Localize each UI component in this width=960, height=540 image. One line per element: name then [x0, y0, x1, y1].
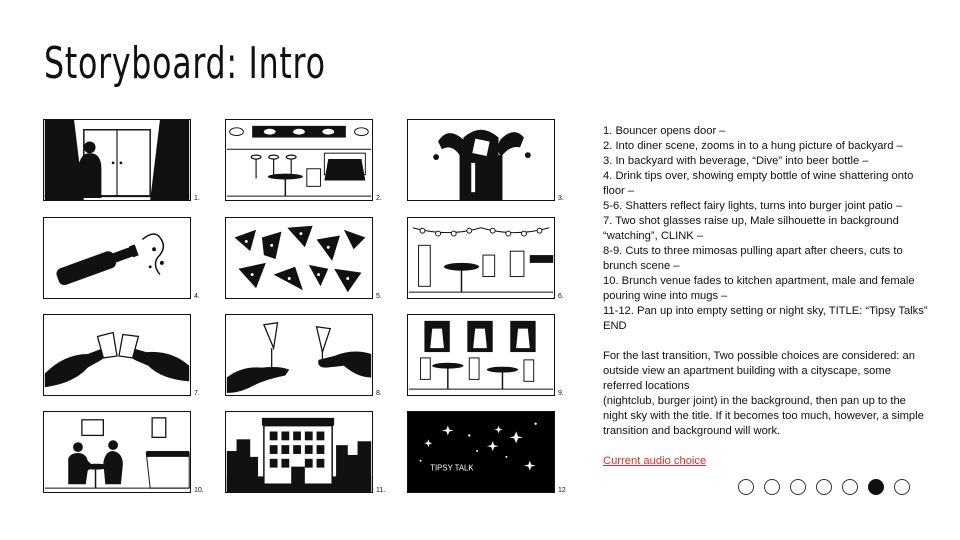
bouncer-illustration: [44, 120, 190, 200]
beer-splash-illustration: [408, 120, 554, 200]
panel-number: 2.: [376, 195, 382, 202]
shards-illustration: [226, 218, 372, 298]
storyboard-panel-11: [225, 411, 373, 493]
panel-number: 8.: [376, 390, 382, 397]
storyboard-panel-12: [407, 411, 555, 493]
patio-illustration: [408, 218, 554, 298]
diner-illustration: [226, 120, 372, 200]
wine-bottle-illustration: [44, 218, 190, 298]
page-dot-4[interactable]: [816, 479, 832, 495]
panel-number: 5.: [376, 293, 382, 300]
note-line: 3. In backyard with beverage, “Dive” into beer bottle –: [603, 155, 869, 167]
storyboard-panel-6: [407, 217, 555, 299]
panel-number: 3.: [558, 195, 564, 202]
night-sky-illustration: [408, 412, 554, 492]
note-line: 7. Two shot glasses raise up, Male silhouette in background “watching”, CLINK –: [603, 215, 899, 242]
mimosa-illustration: [226, 315, 372, 395]
storyboard-notes: [603, 124, 928, 469]
transition-paragraph-2: (nightclub, burger joint) in the background, then pan up to the night sky with the title. If it becomes too much, however, a simple transition and background will work.: [603, 395, 924, 437]
page-dot-6-active[interactable]: [868, 479, 884, 495]
panel-number: 12: [558, 487, 566, 494]
note-line: 2. Into diner scene, zooms in to a hung picture of backyard –: [603, 140, 903, 152]
note-line: 5-6. Shatters reflect fairy lights, turns into burger joint patio –: [603, 200, 903, 212]
page-dot-7[interactable]: [894, 479, 910, 495]
storyboard-grid: [43, 119, 573, 499]
panel-number: 4.: [194, 293, 200, 300]
slide-title: Storyboard: Intro: [44, 38, 326, 89]
storyboard-panel-7: [43, 314, 191, 396]
slide-pagination: [738, 479, 910, 495]
note-line: 11-12. Pan up into empty setting or night sky, TITLE: “Tipsy Talks” END: [603, 305, 928, 332]
note-line: 4. Drink tips over, showing empty bottle of wine shattering onto floor –: [603, 170, 914, 197]
page-dot-2[interactable]: [764, 479, 780, 495]
panel-number: 6.: [558, 293, 564, 300]
kitchen-illustration: [44, 412, 190, 492]
page-dot-5[interactable]: [842, 479, 858, 495]
storyboard-panel-2: [225, 119, 373, 201]
panel-number: 11.: [376, 487, 386, 494]
panel-number: 9.: [558, 390, 564, 397]
note-line: 1. Bouncer opens door –: [603, 125, 726, 137]
note-line: 8-9. Cuts to three mimosas pulling apart after cheers, cuts to brunch scene –: [603, 245, 903, 272]
panel-number: 10.: [194, 487, 204, 494]
storyboard-panel-4: [43, 217, 191, 299]
panel-number: 1.: [194, 195, 200, 202]
note-line: 10. Brunch venue fades to kitchen apartment, male and female pouring wine into mugs –: [603, 275, 915, 302]
storyboard-panel-1: [43, 119, 191, 201]
panel-12-caption: TIPSY TALK: [430, 463, 474, 473]
page-dot-3[interactable]: [790, 479, 806, 495]
shot-glasses-illustration: [44, 315, 190, 395]
storyboard-panel-3: [407, 119, 555, 201]
storyboard-panel-8: [225, 314, 373, 396]
storyboard-panel-9: [407, 314, 555, 396]
cityscape-illustration: [226, 412, 372, 492]
brunch-illustration: [408, 315, 554, 395]
storyboard-panel-10: [43, 411, 191, 493]
panel-number: 7.: [194, 390, 200, 397]
audio-choice-link[interactable]: Current audio choice: [603, 455, 707, 467]
storyboard-panel-5: [225, 217, 373, 299]
page-dot-1[interactable]: [738, 479, 754, 495]
transition-paragraph-1: For the last transition, Two possible choices are considered: an outside view an apartment building with a cityscape, some referred locations: [603, 350, 915, 392]
